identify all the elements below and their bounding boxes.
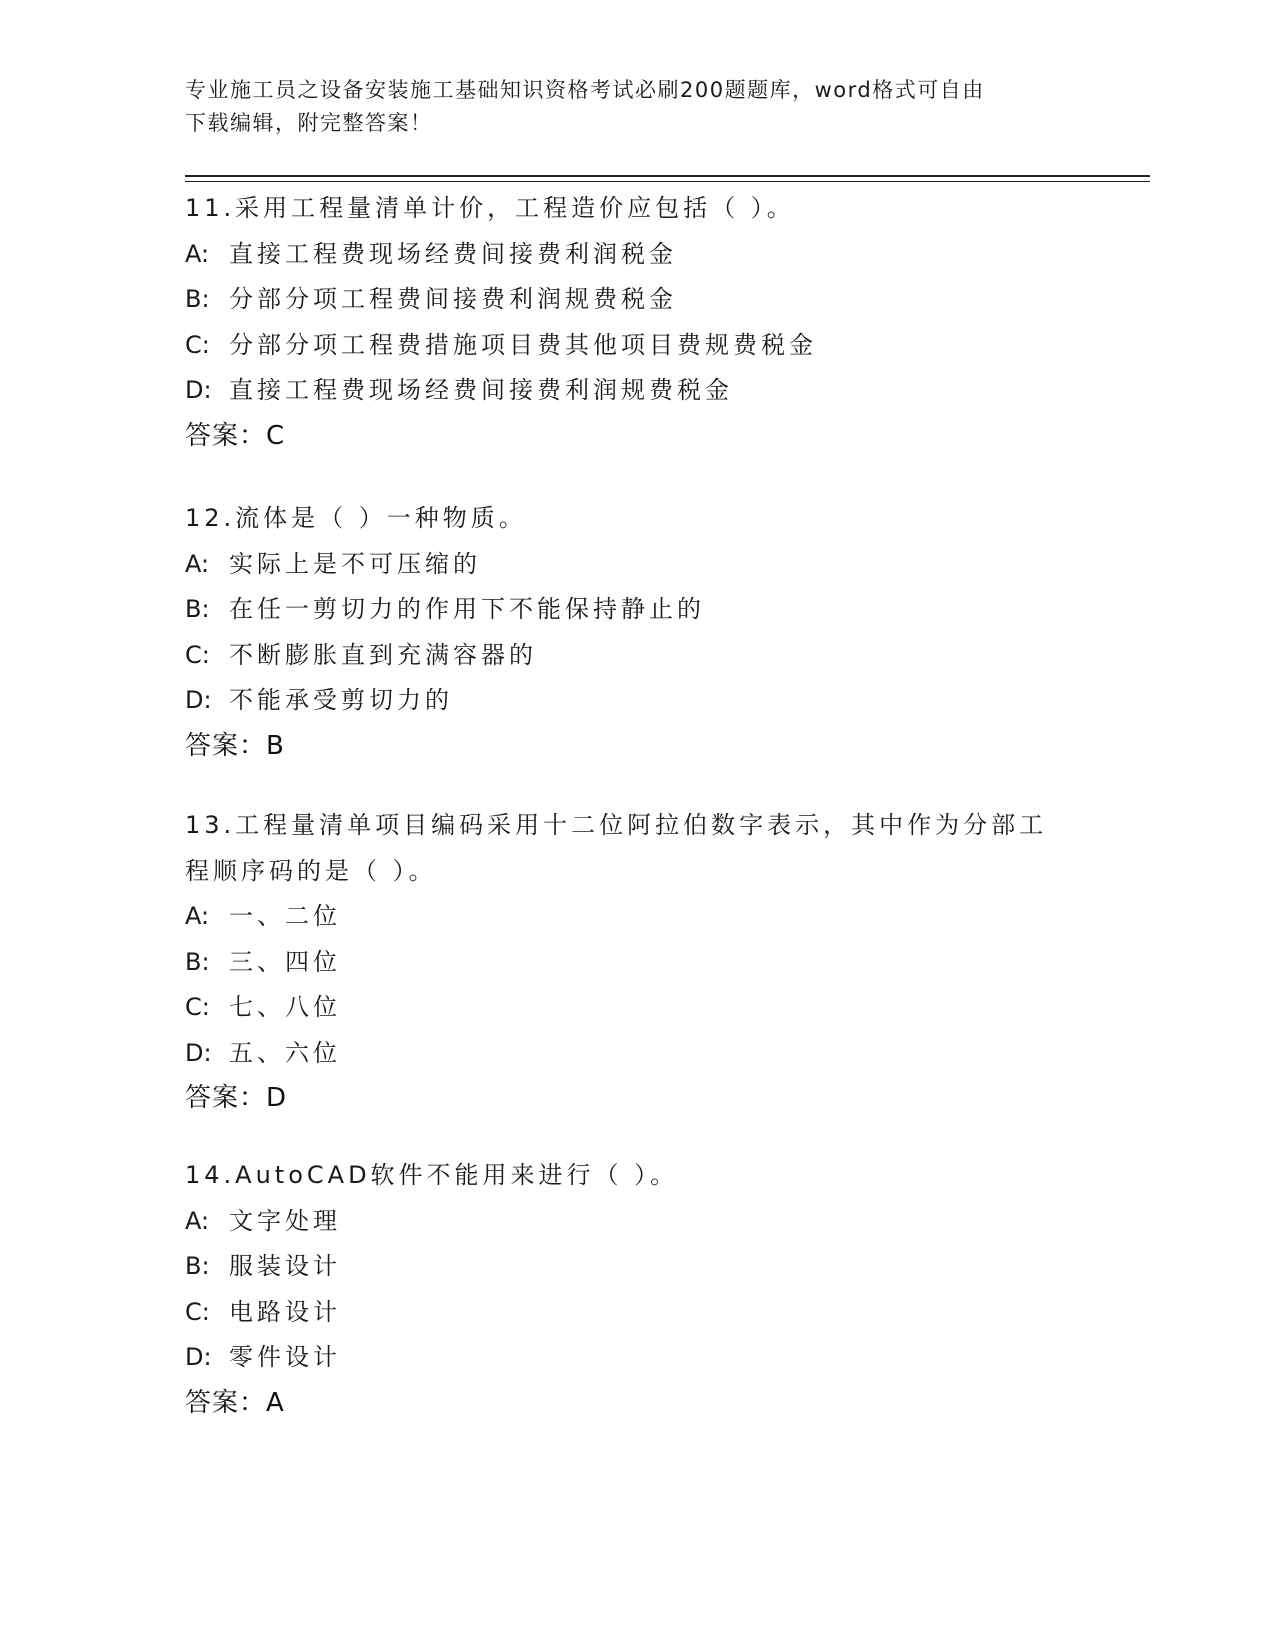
- header-divider-thick: [185, 175, 1150, 177]
- option-d: [185, 1031, 1085, 1077]
- option-letter: B:: [185, 1252, 210, 1280]
- option-text: 直接工程费现场经费间接费利润规费税金: [229, 376, 733, 404]
- option-text: 直接工程费现场经费间接费利润税金: [229, 239, 677, 268]
- option-letter: A:: [185, 239, 210, 268]
- question-stem: 11.采用工程量清单计价，工程造价应包括（ ）。: [185, 194, 795, 222]
- option-c: [185, 323, 1085, 369]
- header-divider-thin: [185, 181, 1150, 182]
- option-letter: C:: [185, 640, 210, 669]
- option-text: 电路设计: [229, 1297, 341, 1326]
- document-header: [185, 74, 1065, 140]
- question-stem-line-2: 程顺序码的是（ ）。: [185, 856, 437, 885]
- question-12: [185, 496, 1085, 769]
- option-c: [185, 1290, 1085, 1336]
- option-letter: A:: [185, 1206, 210, 1235]
- option-letter: C:: [185, 993, 210, 1021]
- option-letter: C:: [185, 330, 210, 359]
- question-stem-line-1: 13.工程量清单项目编码采用十二位阿拉伯数字表示，其中作为分部工: [185, 811, 1048, 839]
- header-line-1: 专业施工员之设备安装施工基础知识资格考试必刷200题题库，word格式可自由: [185, 78, 985, 102]
- question-13: [185, 803, 1085, 1122]
- option-text: 不能承受剪切力的: [229, 686, 453, 714]
- option-text: 零件设计: [229, 1343, 341, 1371]
- question-11: [185, 186, 1085, 459]
- option-text: 实际上是不可压缩的: [229, 549, 481, 578]
- option-text: 服装设计: [229, 1252, 341, 1280]
- option-text: 文字处理: [229, 1206, 341, 1235]
- option-letter: D:: [185, 1343, 212, 1371]
- option-text: 五、六位: [229, 1038, 341, 1067]
- option-d: [185, 1335, 1085, 1381]
- option-a: [185, 542, 1085, 588]
- option-letter: D:: [185, 376, 212, 404]
- option-letter: A:: [185, 549, 210, 578]
- question-14: [185, 1153, 1085, 1426]
- question-stem: 12.流体是（ ）一种物质。: [185, 504, 527, 532]
- option-a: [185, 1199, 1085, 1245]
- answer-line: 答案：C: [185, 420, 286, 451]
- answer-line: 答案：A: [185, 1387, 285, 1418]
- option-b: [185, 940, 1085, 986]
- option-letter: A:: [185, 902, 210, 930]
- option-letter: C:: [185, 1297, 210, 1326]
- option-letter: D:: [185, 1038, 212, 1067]
- option-c: [185, 985, 1085, 1031]
- option-text: 在任一剪切力的作用下不能保持静止的: [229, 595, 705, 623]
- option-text: 分部分项工程费间接费利润规费税金: [229, 285, 677, 313]
- option-b: [185, 587, 1085, 633]
- question-stem: 14.AutoCAD软件不能用来进行（ ）。: [185, 1161, 679, 1189]
- option-text: 三、四位: [229, 947, 341, 976]
- answer-line: 答案：D: [185, 1083, 288, 1113]
- answer-line: 答案：B: [185, 730, 285, 761]
- header-line-2: 下载编辑，附完整答案！: [185, 111, 433, 135]
- option-a: [185, 894, 1085, 940]
- option-letter: B:: [185, 947, 210, 976]
- option-a: [185, 232, 1085, 278]
- option-letter: D:: [185, 686, 212, 714]
- option-letter: B:: [185, 285, 210, 313]
- option-text: 一、二位: [229, 902, 341, 930]
- option-letter: B:: [185, 595, 210, 623]
- option-d: [185, 368, 1085, 414]
- option-b: [185, 277, 1085, 323]
- option-text: 七、八位: [229, 993, 341, 1021]
- option-b: [185, 1244, 1085, 1290]
- option-text: 分部分项工程费措施项目费其他项目费规费税金: [229, 330, 817, 359]
- option-d: [185, 678, 1085, 724]
- option-text: 不断膨胀直到充满容器的: [229, 640, 537, 669]
- option-c: [185, 633, 1085, 679]
